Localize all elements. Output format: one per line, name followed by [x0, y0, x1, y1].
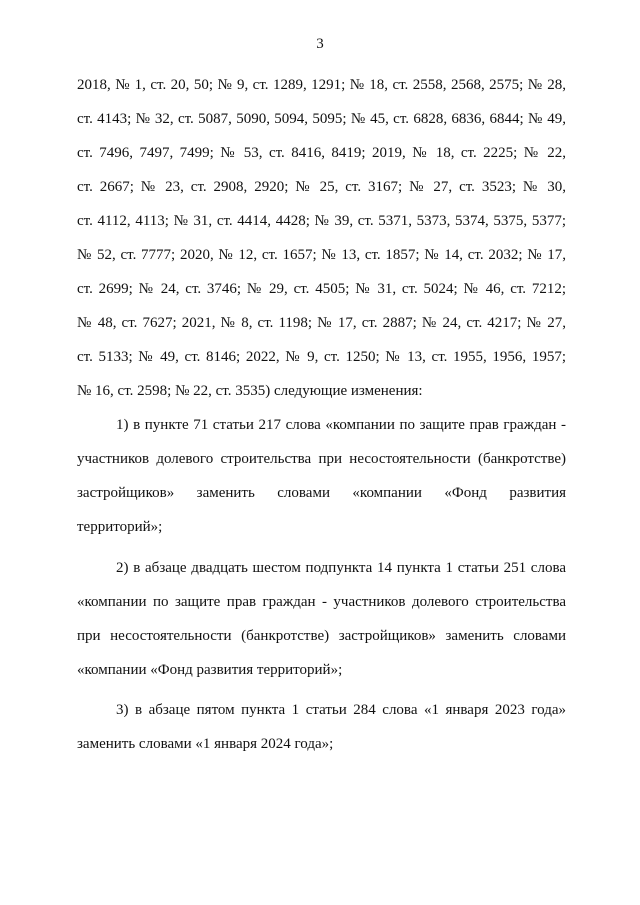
paragraph-item-3 — [77, 693, 566, 761]
text-line: ст. 2667; № 23, ст. 2908, 2920; № 25, ст. 3167; № 27, ст. 3523; № 30, — [77, 179, 566, 195]
text-line: № 48, ст. 7627; 2021, № 8, ст. 1198; № 17, ст. 2887; № 24, ст. 4217; № 27, — [77, 315, 566, 331]
intro-text-block — [77, 68, 566, 408]
text-line: ст. 4143; № 32, ст. 5087, 5090, 5094, 5095; № 45, ст. 6828, 6836, 6844; № 49, — [77, 111, 566, 127]
text-line: № 52, ст. 7777; 2020, № 12, ст. 1657; № 13, ст. 1857; № 14, ст. 2032; № 17, — [77, 247, 566, 263]
text-line: застройщиков» заменить словами «компании «Фонд развития — [77, 485, 566, 501]
text-line: территорий»; — [77, 519, 163, 535]
text-line: «компании «Фонд развития территорий»; — [77, 662, 343, 678]
text-line: ст. 2699; № 24, ст. 3746; № 29, ст. 4505; № 31, ст. 5024; № 46, ст. 7212; — [77, 281, 566, 297]
text-line: ст. 5133; № 49, ст. 8146; 2022, № 9, ст. 1250; № 13, ст. 1955, 1956, 1957; — [77, 349, 566, 365]
paragraph-item-1 — [77, 408, 566, 544]
text-line: 2) в абзаце двадцать шестом подпункта 14 пункта 1 статьи 251 слова — [116, 560, 566, 576]
text-line: заменить словами «1 января 2024 года»; — [77, 736, 334, 752]
text-line: 2018, № 1, ст. 20, 50; № 9, ст. 1289, 1291; № 18, ст. 2558, 2568, 2575; № 28, — [77, 77, 566, 93]
page-number: 3 — [316, 36, 324, 52]
text-line: ст. 7496, 7497, 7499; № 53, ст. 8416, 8419; 2019, № 18, ст. 2225; № 22, — [77, 145, 566, 161]
text-line: № 16, ст. 2598; № 22, ст. 3535) следующие изменения: — [77, 383, 423, 399]
text-line: ст. 4112, 4113; № 31, ст. 4414, 4428; № 39, ст. 5371, 5373, 5374, 5375, 5377; — [77, 213, 566, 229]
text-line: 1) в пункте 71 статьи 217 слова «компании по защите прав граждан - — [116, 417, 566, 433]
text-line: 3) в абзаце пятом пункта 1 статьи 284 слова «1 января 2023 года» — [116, 702, 566, 718]
paragraph-item-2 — [77, 551, 566, 687]
text-line: участников долевого строительства при несостоятельности (банкротстве) — [77, 451, 566, 467]
text-line: при несостоятельности (банкротстве) застройщиков» заменить словами — [77, 628, 566, 644]
text-line: «компании по защите прав граждан - участников долевого строительства — [77, 594, 566, 610]
